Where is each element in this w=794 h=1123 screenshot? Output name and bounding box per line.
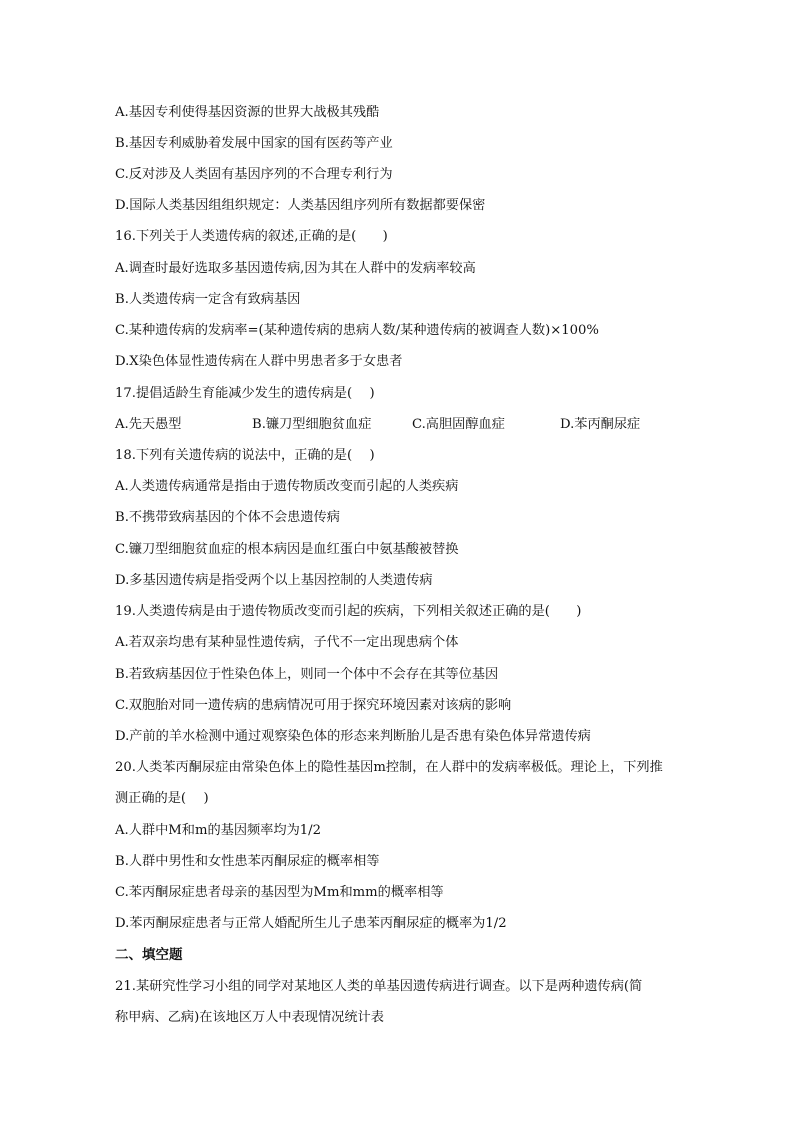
q17-option-a: A.先天愚型 (115, 417, 182, 432)
q16-stem: 16.下列关于人类遗传病的叙述,正确的是( ) (115, 229, 388, 244)
q15-option-a: A.基因专利使得基因资源的世界大战极其残酷 (115, 105, 380, 120)
q20-option-a: A.人群中M和m的基因频率均为1/2 (115, 823, 322, 838)
q21-line1: 21.某研究性学习小组的同学对某地区人类的单基因遗传病进行调查。以下是两种遗传病(简 (115, 979, 643, 994)
q17-options-row (115, 415, 695, 435)
q20-option-c: C.苯丙酮尿症患者母亲的基因型为Mm和mm的概率相等 (115, 885, 444, 900)
q19-option-b: B.若致病基因位于性染色体上，则同一个体中不会存在其等位基因 (115, 667, 499, 682)
q18-option-d: D.多基因遗传病是指受两个以上基因控制的人类遗传病 (115, 573, 433, 588)
q20-option-b: B.人群中男性和女性患苯丙酮尿症的概率相等 (115, 854, 380, 869)
q19-stem: 19.人类遗传病是由于遗传物质改变而引起的疾病，下列相关叙述正确的是( ) (115, 604, 582, 619)
q19-option-a: A.若双亲均患有某种显性遗传病，子代不一定出现患病个体 (115, 635, 459, 650)
q19-option-d: D.产前的羊水检测中通过观察染色体的形态来判断胎儿是否患有染色体异常遗传病 (115, 729, 591, 744)
q18-option-a: A.人类遗传病通常是指由于遗传物质改变而引起的人类疾病 (115, 479, 459, 494)
q21-line2: 称甲病、乙病)在该地区万人中表现情况统计表 (115, 1010, 384, 1025)
q15-option-d: D.国际人类基因组组织规定：人类基因组序列所有数据都要保密 (115, 198, 486, 213)
q16-option-b: B.人类遗传病一定含有致病基因 (115, 292, 301, 307)
q18-option-b: B.不携带致病基因的个体不会患遗传病 (115, 510, 340, 525)
q16-option-d: D.X染色体显性遗传病在人群中男患者多于女患者 (115, 354, 403, 369)
q20-option-d: D.苯丙酮尿症患者与正常人婚配所生儿子患苯丙酮尿症的概率为1/2 (115, 916, 507, 931)
q15-option-b: B.基因专利威胁着发展中国家的国有医药等产业 (115, 136, 393, 151)
q16-option-c: C.某种遗传病的发病率=(某种遗传病的患病人数/某种遗传病的被调查人数)×100% (115, 323, 599, 338)
q19-option-c: C.双胞胎对同一遗传病的患病情况可用于探究环境因素对该病的影响 (115, 698, 512, 713)
q20-stem-line1: 20.人类苯丙酮尿症由常染色体上的隐性基因m控制，在人群中的发病率极低。理论上，下列推 (115, 760, 663, 775)
q17-option-b: B.镰刀型细胞贫血症 (252, 417, 372, 432)
q17-option-d: D.苯丙酮尿症 (560, 417, 641, 432)
q17-option-c: C.高胆固醇血症 (412, 417, 505, 432)
q16-option-a: A.调查时最好选取多基因遗传病,因为其在人群中的发病率较高 (115, 261, 476, 276)
q15-option-c: C.反对涉及人类固有基因序列的不合理专利行为 (115, 167, 393, 182)
q18-stem: 18.下列有关遗传病的说法中，正确的是( ) (115, 448, 375, 463)
q20-stem-line2: 测正确的是( ) (115, 791, 209, 806)
section-heading: 二、填空题 (115, 947, 183, 963)
q17-stem: 17.提倡适龄生育能减少发生的遗传病是( ) (115, 386, 375, 401)
q18-option-c: C.镰刀型细胞贫血症的根本病因是血红蛋白中氨基酸被替换 (115, 542, 459, 557)
